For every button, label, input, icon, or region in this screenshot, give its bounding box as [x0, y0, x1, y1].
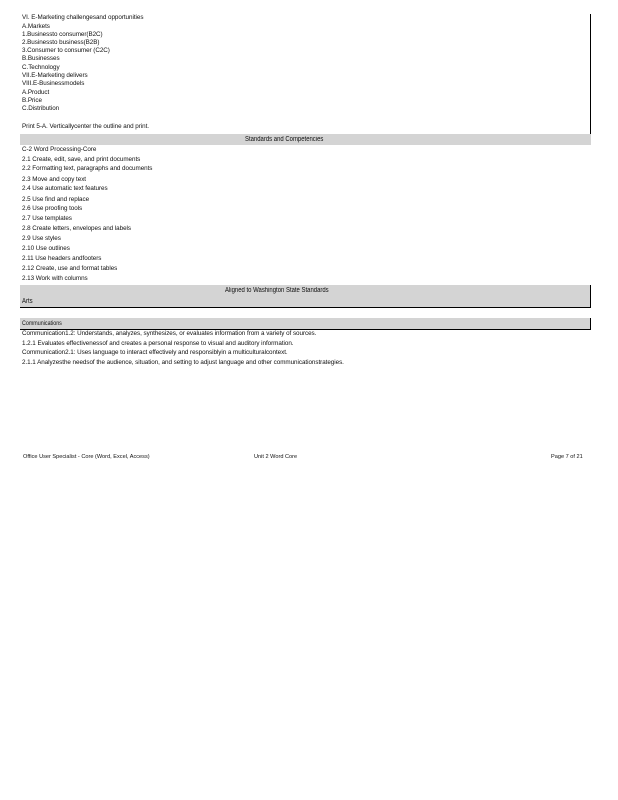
print-instruction: Print 5-A. Verticallycenter the outline and print.	[22, 123, 150, 130]
competency-item: 2.12 Create, use and format tables	[22, 265, 118, 272]
page-number: Page 7 of 21	[551, 454, 583, 460]
competency-item: 2.11 Use headers andfooters	[22, 255, 102, 262]
communications-header: Communications	[22, 320, 62, 327]
competency-item: 2.2 Formatting text, paragraphs and documents	[22, 165, 153, 172]
competency-item: 2.1 Create, edit, save, and print documents	[22, 156, 141, 163]
footer-course: Office User Specialist - Core (Word, Excel, Access)	[23, 454, 150, 460]
communication-item: 1.2.1 Evaluates effectivenessof and creates a personal response to visual and auditory information.	[22, 340, 294, 347]
outline-item: A.Product	[22, 89, 50, 96]
competency-item: 2.8 Create letters, envelopes and labels	[22, 225, 131, 232]
outline-item: VII.E-Marketing delivers	[22, 72, 88, 79]
competency-item: 2.3 Move and copy text	[22, 176, 87, 183]
arts-label: Arts	[22, 298, 33, 305]
competency-item: 2.4 Use automatic text features	[22, 185, 108, 192]
communication-item: Communication2.1: Uses language to interact effectively and responsiblyin a multiculturalcontext.	[22, 349, 288, 356]
communication-item: Communication1.2: Understands, analyzes, synthesizes, or evaluates information from a variety of sources.	[22, 330, 317, 337]
competency-item: 2.7 Use templates	[22, 215, 72, 222]
outline-item: VIII.E-Businessmodels	[22, 80, 85, 87]
competency-item: C-2 Word Processing-Core	[22, 146, 97, 153]
communications-bar	[20, 318, 590, 329]
outline-item: 2.Businessto business(B2B)	[22, 39, 100, 46]
outline-item: VI. E-Marketing challengesand opportunities	[22, 14, 144, 21]
outline-item: A.Markets	[22, 23, 50, 30]
outline-item: B.Price	[22, 97, 42, 104]
outline-item: 1.Businessto consumer(B2C)	[22, 31, 103, 38]
competency-item: 2.10 Use outlines	[22, 245, 70, 252]
outline-item: C.Distribution	[22, 105, 60, 112]
aligned-bar-bottom-border	[20, 307, 591, 308]
aligned-bar-right-border	[590, 285, 591, 308]
outline-item: B.Businesses	[22, 55, 60, 62]
footer-unit: Unit 2 Word Core	[254, 454, 298, 460]
competency-item: 2.13 Work with columns	[22, 275, 88, 282]
aligned-standards-header: Aligned to Washington State Standards	[225, 287, 329, 294]
competency-item: 2.5 Use find and replace	[22, 196, 90, 203]
standards-header: Standards and Competencies	[245, 136, 324, 143]
right-border	[590, 14, 591, 145]
outline-item: 3.Consumer to consumer (C2C)	[22, 47, 110, 54]
competency-item: 2.9 Use styles	[22, 235, 61, 242]
outline-item: C.Technology	[22, 64, 60, 71]
communication-item: 2.1.1 Analyzesthe needsof the audience, situation, and setting to adjust language and other communicationstrategies.	[22, 359, 344, 366]
competency-item: 2.6 Use proofing tools	[22, 205, 83, 212]
